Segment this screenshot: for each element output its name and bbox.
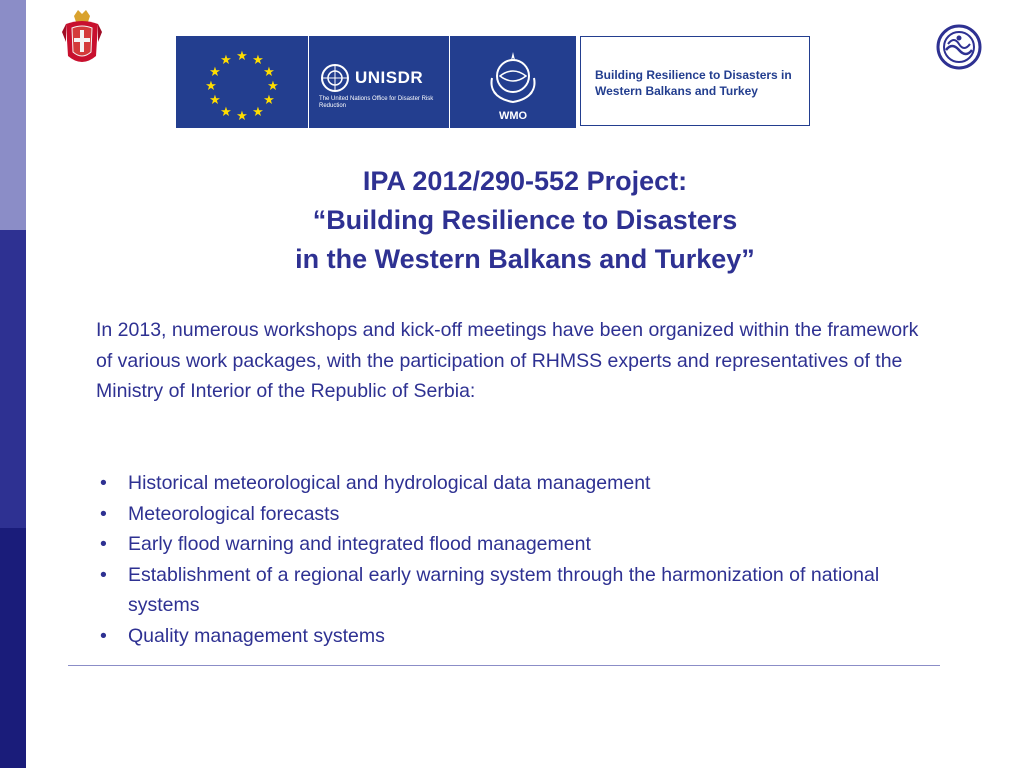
project-name-box: [580, 36, 810, 126]
unisdr-subtitle: The United Nations Office for Disaster Risk Reduction: [319, 96, 434, 109]
svg-text:★: ★: [236, 49, 248, 64]
workshop-topics-list: [96, 468, 916, 651]
svg-text:★: ★: [236, 109, 248, 124]
bullet-icon: •: [100, 472, 107, 494]
stripe-light-segment: [0, 0, 26, 230]
intro-paragraph: In 2013, numerous workshops and kick-off meetings have been organized within the framework of various work packages, with the participation of RHMSS experts and representatives of the Ministry of Interior of the Republic of Serbia:: [96, 319, 919, 402]
svg-text:★: ★: [220, 53, 232, 68]
slide-title: [40, 162, 1010, 279]
title-line-1: IPA 2012/290-552 Project:: [362, 166, 688, 196]
eu-flag-stars-icon: [176, 36, 308, 128]
title-line-3: in the Western Balkans and Turkey”: [295, 244, 755, 274]
bullet-icon: •: [100, 533, 107, 555]
list-item: [96, 560, 916, 621]
list-item: [96, 621, 916, 652]
svg-text:★: ★: [205, 79, 217, 94]
unisdr-logo: [309, 36, 450, 128]
list-item-text: Meteorological forecasts: [128, 502, 340, 525]
svg-text:★: ★: [263, 65, 275, 80]
wmo-label: WMO: [498, 110, 528, 122]
list-item-text: Early flood warning and integrated flood management: [128, 533, 591, 555]
wmo-emblem-icon: [488, 48, 538, 106]
svg-text:★: ★: [263, 93, 275, 108]
project-box-text: Building Resilience to Disasters in Western Balkans and Turkey: [595, 68, 792, 98]
footer-divider: [68, 665, 940, 666]
bullet-icon: •: [100, 563, 107, 586]
partner-logos-banner: [176, 36, 576, 128]
list-item-text: Historical meteorological and hydrological data management: [128, 472, 651, 494]
list-item-text: Quality management systems: [128, 624, 385, 647]
svg-text:★: ★: [252, 53, 264, 68]
svg-text:★: ★: [267, 79, 279, 94]
eu-logo: [176, 36, 309, 128]
list-item-text: Establishment of a regional early warning system through the harmonization of national systems: [128, 563, 880, 616]
unisdr-label: UNISDR: [355, 68, 424, 87]
title-line-2: “Building Resilience to Disasters: [312, 205, 738, 235]
rhmss-logo-icon: [936, 24, 982, 70]
serbia-coat-of-arms-icon: [62, 8, 102, 72]
list-item: [96, 468, 916, 499]
svg-text:★: ★: [220, 105, 232, 120]
bullet-icon: •: [100, 624, 107, 647]
svg-text:★: ★: [209, 93, 221, 108]
svg-text:★: ★: [209, 65, 221, 80]
bullet-icon: •: [100, 502, 107, 525]
un-emblem-icon: [319, 62, 351, 94]
stripe-dark-segment: [0, 528, 26, 768]
svg-text:★: ★: [252, 105, 264, 120]
stripe-mid-segment: [0, 230, 26, 528]
left-color-stripe: [0, 0, 26, 768]
list-item: [96, 499, 916, 530]
list-item: [96, 529, 916, 560]
wmo-logo: [450, 36, 576, 128]
